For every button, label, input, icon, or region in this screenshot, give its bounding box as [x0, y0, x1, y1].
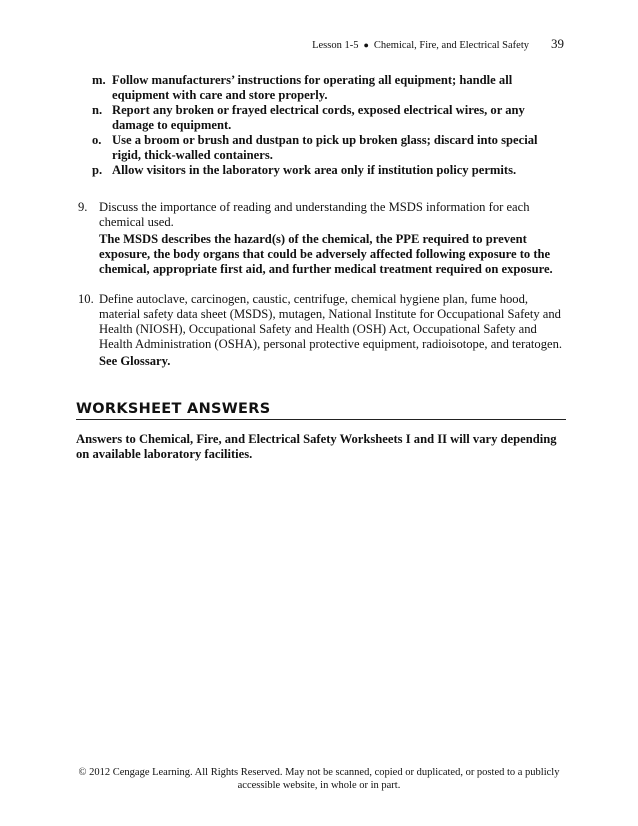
question-number: 10.: [78, 292, 94, 306]
list-item: [92, 73, 562, 103]
worksheet-section-body: Answers to Chemical, Fire, and Electrical Safety Worksheets I and II will vary depending on available laboratory facilities.: [76, 432, 557, 461]
footer-line-2: accessible website, in whole or in part.: [237, 780, 401, 791]
list-item-letter: o.: [92, 133, 102, 147]
list-item-letter: m.: [92, 73, 106, 87]
worksheet-section-title: WORKSHEET ANSWERS: [76, 401, 566, 420]
header-title: Chemical, Fire, and Electrical Safety: [373, 40, 529, 51]
question-number: 9.: [78, 200, 88, 214]
list-item-text: Use a broom or brush and dustpan to pick up broken glass; discard into special rigid, thick-walled containers.: [112, 133, 538, 162]
footer-line-1: © 2012 Cengage Learning. All Rights Reserved. May not be scanned, copied or duplicated, or posted to a publicly: [78, 767, 560, 778]
page-number: 39: [551, 36, 564, 51]
answer-text: See Glossary.: [99, 354, 171, 368]
list-item-letter: p.: [92, 163, 103, 177]
question-10: [78, 292, 566, 369]
answer-text: The MSDS describes the hazard(s) of the chemical, the PPE required to prevent exposure, the body organs that could be adversely affected following exposure to the chemical, appropriate first aid, and further medical treatment required on exposure.: [99, 232, 553, 276]
list-item-text: Allow visitors in the laboratory work area only if institution policy permits.: [112, 163, 517, 177]
list-item-text: Follow manufacturers’ instructions for operating all equipment; handle all equipment with care and store properly.: [112, 73, 513, 102]
safety-rules-list: [92, 73, 562, 178]
list-item-letter: n.: [92, 103, 103, 117]
question-text: Discuss the importance of reading and understanding the MSDS information for each chemical used.: [99, 200, 530, 229]
header-lesson: Lesson 1-5: [312, 40, 359, 51]
header-bullet-icon: ●: [363, 40, 369, 50]
question-9: [78, 200, 566, 277]
question-body: [99, 200, 566, 277]
list-item: [92, 163, 562, 178]
list-item: [92, 133, 562, 163]
running-header: [312, 36, 564, 52]
question-body: [99, 292, 566, 369]
list-item-text: Report any broken or frayed electrical cords, exposed electrical wires, or any damage to equipment.: [112, 103, 525, 132]
copyright-footer: [70, 766, 568, 792]
question-text: Define autoclave, carcinogen, caustic, centrifuge, chemical hygiene plan, fume hood, material safety data sheet (MSDS), mutagen, National Institute for Occupational Safety and Health (NIOSH), Occupational Safety and Health (OSH) Act, Occupational Safety and Health Administration (OSHA), personal protective equipment, radioisotope, and teratogen.: [99, 292, 563, 351]
list-item: [92, 103, 562, 133]
